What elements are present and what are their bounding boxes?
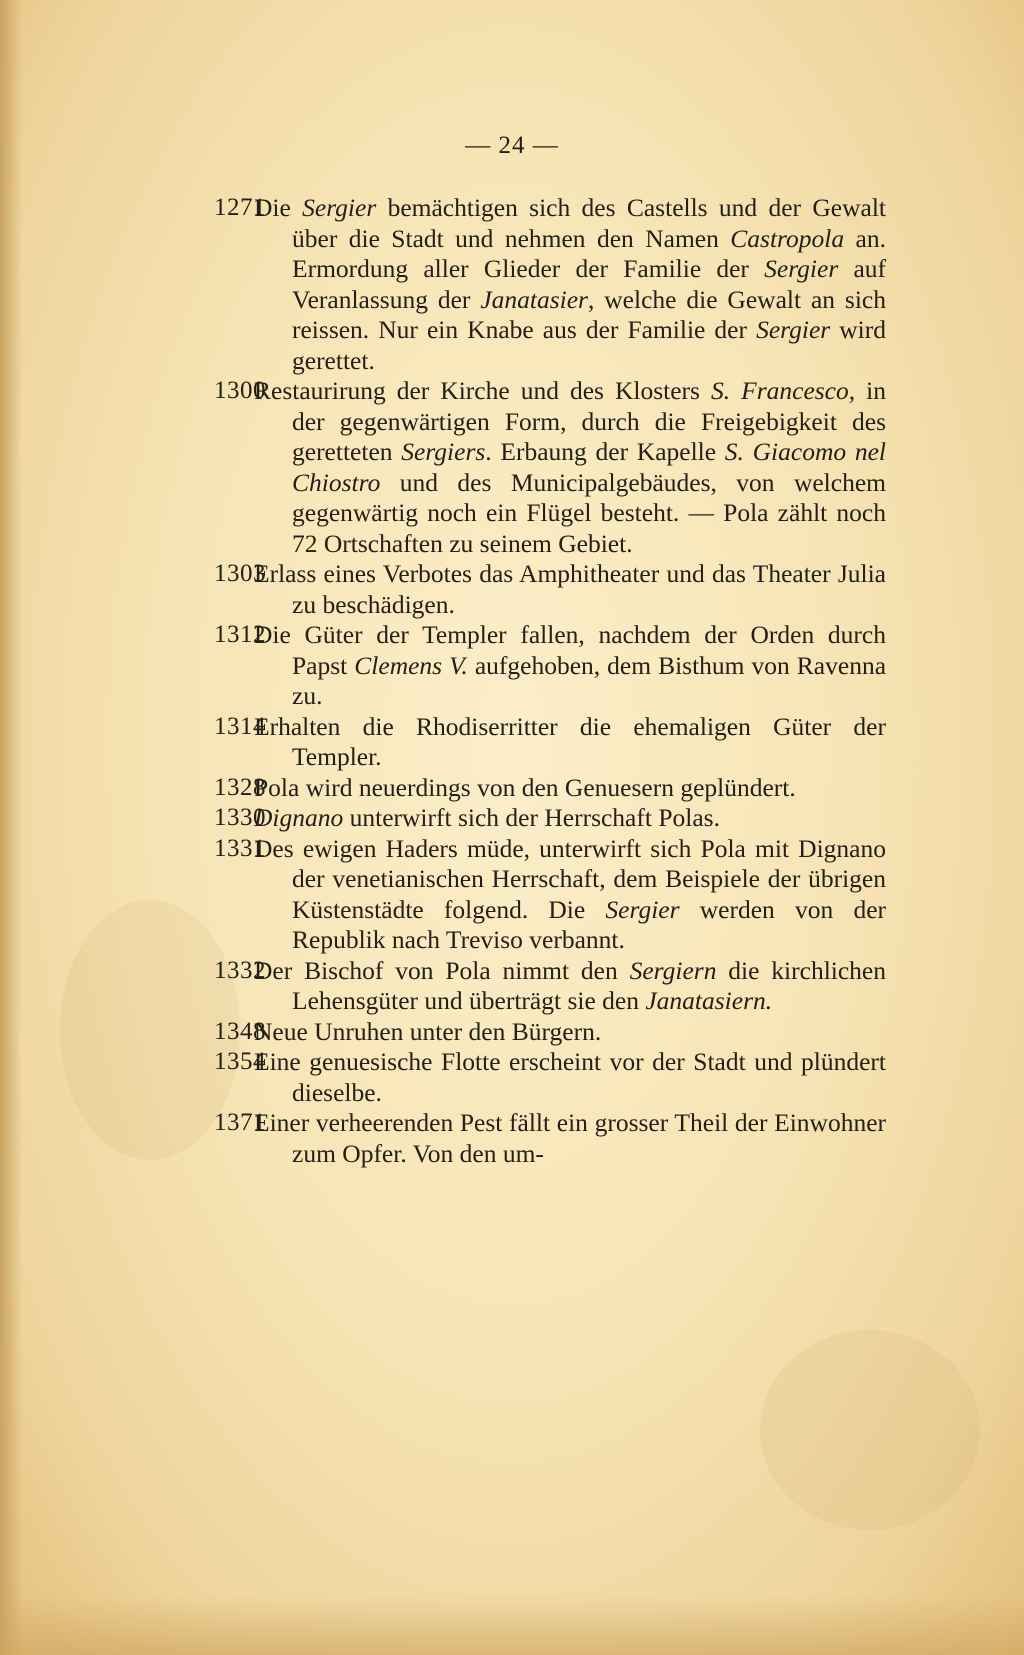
- text-run: die kirchlichen Lehensgüter und überträgt sie den: [292, 955, 887, 1015]
- text-run: Pola wird neuerdings von den Genuesern geplündert.: [254, 772, 796, 802]
- text-run: Erlass eines Verbotes das Amphitheater und das Theater Julia zu beschädigen.: [254, 559, 886, 619]
- page-bottom-shadow: [0, 1595, 1024, 1655]
- chronology-entry: [214, 620, 886, 712]
- entry-year: 1354: [214, 1048, 266, 1075]
- entry-text: [254, 834, 886, 956]
- entry-year: 1303: [214, 560, 266, 587]
- chronology-entry: [214, 193, 886, 376]
- text-run: . Erbaung der Kapelle: [485, 437, 725, 466]
- text-run: Erhalten die Rhodiserritter die ehemaligen Güter der Templer.: [254, 711, 886, 771]
- chronology-entry: [214, 773, 886, 804]
- entry-year: 1331: [214, 834, 266, 862]
- text-run: aufgehoben, dem Bisthum von Ravenna zu.: [292, 650, 887, 710]
- text-run: Die: [254, 193, 303, 222]
- entry-year: 1314: [214, 712, 266, 740]
- page-edge-shadow: [0, 0, 22, 1655]
- text-run: an. Ermordung aller Glieder der Familie der: [292, 223, 886, 283]
- text-run: Eine genuesische Flotte erscheint vor der Stadt und plündert dieselbe.: [254, 1047, 886, 1107]
- chronology-entry: [214, 1017, 886, 1048]
- italic-name: Janatasiern.: [645, 986, 773, 1015]
- text-run: , in der gegenwärtigen Form, durch die Freigebigkeit des geretteten: [292, 376, 886, 466]
- text-run: Des ewigen Haders müde, unterwirft sich Pola mit Dignano der venetianischen Herrschaft, dem Beispiele der übrigen Küstenstädte folgend. Die: [254, 833, 886, 924]
- italic-name: Sergier: [605, 894, 680, 924]
- chronology-entry: [214, 1108, 886, 1169]
- entry-text: [254, 620, 886, 712]
- italic-name: Sergier: [302, 193, 377, 222]
- entry-year: 1271: [214, 194, 266, 221]
- entry-text: [254, 712, 886, 773]
- entry-year: 1371: [214, 1109, 266, 1136]
- entry-text: [254, 773, 886, 804]
- chronology-entry: [214, 376, 886, 559]
- entry-text: [254, 376, 886, 559]
- text-run: bemächtigen sich des Castells und der Gewalt über die Stadt und nehmen den Namen: [292, 193, 886, 253]
- italic-name: S. Francesco: [710, 376, 849, 405]
- text-run: unterwirft sich der Herrschaft Polas.: [343, 803, 720, 832]
- text-run: , welche die Gewalt an sich reissen. Nur ein Knabe aus der Familie der: [292, 284, 886, 344]
- paper-stain: [60, 900, 240, 1160]
- italic-name: Sergier: [764, 254, 839, 283]
- italic-name: Castropola: [730, 223, 845, 253]
- chronology-entry: [214, 956, 886, 1017]
- entry-text: [254, 803, 886, 834]
- paper-stain: [760, 1330, 980, 1530]
- entry-year: 1332: [214, 956, 266, 984]
- chronology-entry: [214, 559, 886, 620]
- italic-name: S. Giacomo nel Chiostro: [292, 437, 886, 497]
- chronology-list: [214, 193, 886, 1169]
- text-run: werden von der Republik nach Treviso verbannt.: [292, 894, 887, 954]
- entry-text: [254, 193, 886, 376]
- chronology-entry: [214, 803, 886, 834]
- entry-text: [254, 956, 886, 1017]
- entry-year: 1348: [214, 1017, 266, 1045]
- text-run: Restaurirung der Kirche und des Klosters: [254, 376, 711, 405]
- text-run: Einer verheerenden Pest fällt ein grosser Theil der Einwohner zum Opfer. Von den um-: [254, 1108, 886, 1168]
- entry-text: [254, 1047, 886, 1108]
- text-run: auf Veranlassung der: [292, 254, 887, 314]
- entry-year: 1328: [214, 773, 266, 801]
- entry-text: [254, 1017, 886, 1048]
- text-run: Neue Unruhen unter den Bürgern.: [254, 1016, 602, 1046]
- page-number: — 24 —: [465, 132, 559, 159]
- italic-name: Sergier: [756, 315, 831, 344]
- chronology-entry: [214, 712, 886, 773]
- entry-year: 1330: [214, 804, 266, 831]
- italic-name: Clemens V.: [354, 650, 468, 680]
- chronology-entry: [214, 1047, 886, 1108]
- italic-name: Sergiern: [629, 955, 717, 985]
- text-run: Der Bischof von Pola nimmt den: [254, 955, 630, 985]
- text-run: Die Güter der Templer fallen, nachdem der Orden durch Papst: [254, 620, 886, 680]
- entry-text: [254, 1108, 886, 1169]
- chronology-entry: [214, 834, 886, 956]
- entry-year: 1312: [214, 621, 266, 648]
- italic-name: Sergiers: [401, 437, 486, 466]
- entry-year: 1300: [214, 377, 266, 404]
- text-run: und des Municipalgebäudes, von welchem gegenwärtig noch ein Flügel besteht. — Pola zählt noch 72 Ortschaften zu seinem Gebiet.: [292, 467, 886, 558]
- entry-text: [254, 559, 886, 620]
- italic-name: Janatasier: [480, 284, 588, 314]
- italic-name: Dignano: [254, 803, 344, 832]
- text-run: wird gerettet.: [292, 315, 886, 375]
